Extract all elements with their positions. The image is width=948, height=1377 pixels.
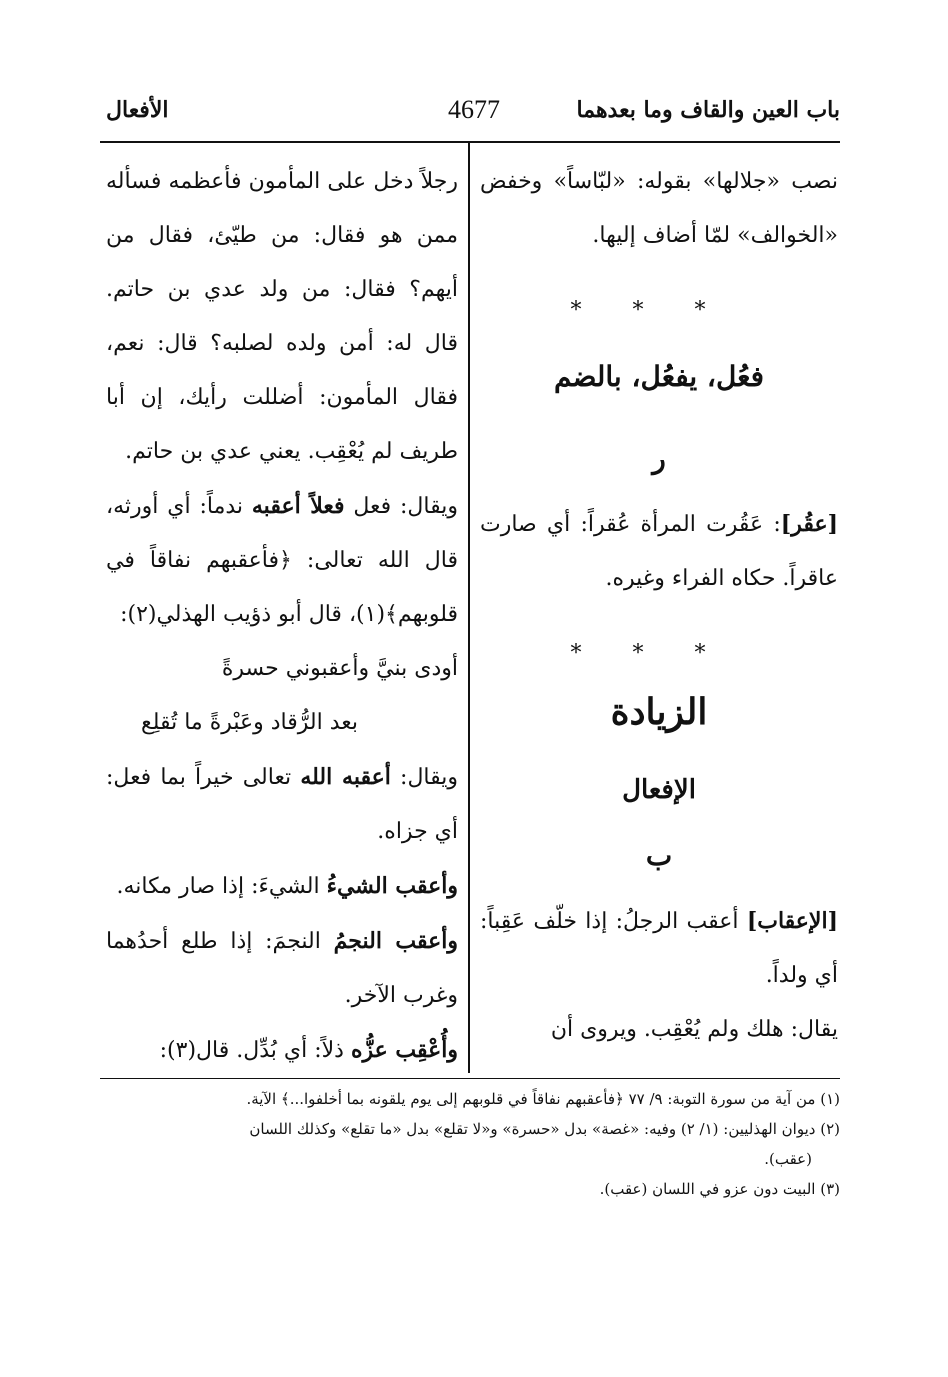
entry-paragraph xyxy=(480,894,838,1003)
footnote-continuation: (عقب). xyxy=(764,1150,812,1168)
headword: فعلاً أعقبه xyxy=(251,493,345,519)
footnote: (١) من آية من سورة التوبة: ٩/ ٧٧ ﴿فأعقبهم نفاقاً في قلوبهم إلى يوم يلقونه بما أخلفوا...﴾ الآية. xyxy=(246,1090,840,1108)
section-name: الأفعال xyxy=(106,97,169,123)
entry-headword: [الإعقاب] xyxy=(746,908,838,934)
text: ذلاً: أي بُدِّل. قال(٣): xyxy=(159,1038,351,1063)
letter-heading: ر xyxy=(652,442,666,475)
footnotes xyxy=(100,1084,840,1204)
text: ندماً: أي أورثه، قال الله تعالى: ﴿فأعقبهم نفاقاً في قلوبهم﴾(١)، قال أبو ذؤيب الهذلي(٢): xyxy=(106,494,458,627)
headword: أعقبه الله xyxy=(300,764,391,790)
entry-text: : عَقُرت المرأة عُقراً: أي صارت عاقراً. حكاه الفراء وغيره. xyxy=(480,512,838,591)
verse-line: أودى بنيَّ وأعقبوني حسرةً xyxy=(221,656,458,681)
text: النجمَ: إذا طلع أحدُهما وغرب الآخر. xyxy=(106,929,458,1008)
paragraph xyxy=(106,479,458,642)
headword: وأعقب النجمُ xyxy=(333,928,458,954)
paragraph xyxy=(106,914,458,1023)
paragraph xyxy=(106,1023,458,1078)
paragraph: نصب «جلالها» بقوله: «لبّاساً» وخفض «الخوالف» لمّا أضاف إليها. xyxy=(480,169,838,248)
right-column xyxy=(480,155,838,1057)
chapter-title: باب العين والقاف وما بعدهما xyxy=(576,97,840,123)
section-heading: فعُل، يفعُل، بالضم xyxy=(553,360,765,393)
text: تعالى خيراً بما فعل: أي جزاه. xyxy=(106,765,458,844)
left-column xyxy=(106,155,458,1078)
text: الشيءَ: إذا صار مكانه. xyxy=(116,874,327,899)
separator-stars: * * * xyxy=(570,298,728,323)
paragraph: رجلاً دخل على المأمون فأعظمه فسأله ممن هو فقال: من طيّئ، فقال من أيهم؟ فقال: من ولد عدي بن حاتم. قال له: أمن ولده لصلبه؟ قال: نعم، فقال المأمون: أضللت رأيك، إن أبا طريف لم يُعْقِب. يعني عدي بن حاتم. xyxy=(106,169,458,464)
footnote: (٢) ديوان الهذليين: (١/ ٢) وفيه: «غصة» بدل «حسرة» و«لا تقلع» بدل «ما تقلع» وكذلك اللسان xyxy=(249,1120,840,1138)
paragraph xyxy=(106,750,458,859)
column-divider xyxy=(468,143,470,1073)
text: ويقال: xyxy=(390,765,459,790)
header-rule xyxy=(100,141,840,143)
headword: وأعقب الشيءُ xyxy=(326,873,458,899)
entry-text: أعقب الرجلُ: إذا خلّف عَقِباً: أي ولداً. xyxy=(480,909,838,988)
footnote-rule xyxy=(100,1078,840,1079)
page-header xyxy=(100,95,840,135)
chapter-heading: الزيادة xyxy=(610,691,708,733)
text: ويقال: فعل xyxy=(344,494,458,519)
headword: وأُعْقِب عزُّه xyxy=(350,1037,458,1063)
page-number: 4677 xyxy=(448,95,500,124)
entry-headword: [عقُر] xyxy=(780,511,838,537)
letter-heading: ب xyxy=(645,839,673,872)
footnote: (٣) البيت دون عزو في اللسان (عقب). xyxy=(599,1180,840,1198)
subchapter-heading: الإفعال xyxy=(622,775,696,805)
paragraph xyxy=(106,859,458,914)
separator-stars: * * * xyxy=(570,641,728,666)
paragraph: يقال: هلك ولم يُعْقِب. ويروى أن xyxy=(550,1017,838,1042)
entry-paragraph xyxy=(480,497,838,606)
verse-line: بعد الرُّقاد وعَبْرةً ما تُقلِع xyxy=(140,710,358,735)
